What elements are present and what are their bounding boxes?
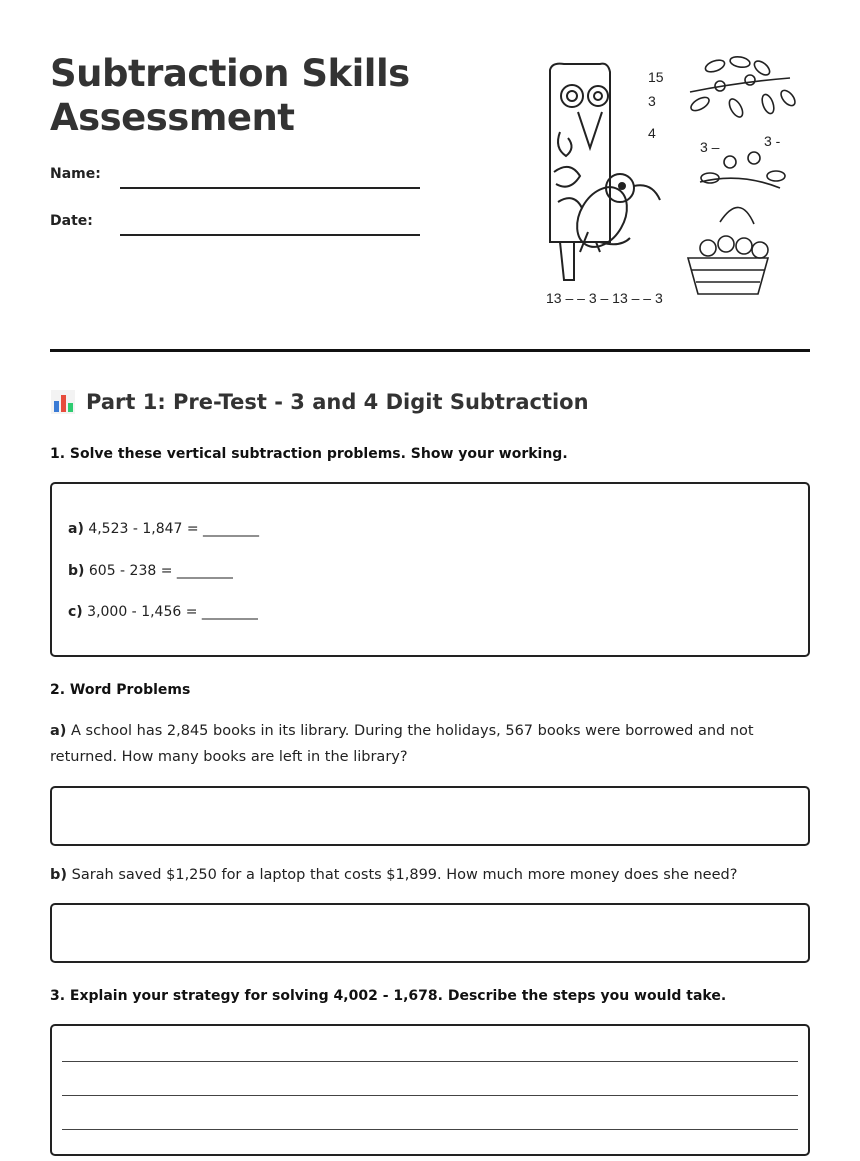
q3-title: 3. Explain your strategy for solving 4,002 - 1,678. Describe the steps you would take.	[50, 988, 727, 1004]
branch-illustration	[689, 55, 798, 119]
bottom-expression: 13 – – 3 – 13 – – 3	[546, 290, 663, 306]
totem-illustration	[550, 64, 610, 280]
q2b-text: b) Sarah saved $1,250 for a laptop that costs $1,899. How much more money does she need?	[50, 867, 738, 883]
problem-a: a) 4,523 - 1,847 = ________	[68, 521, 260, 537]
number-15: 15	[648, 69, 664, 85]
number-4: 4	[648, 125, 656, 141]
q2-title: 2. Word Problems	[50, 682, 191, 698]
date-field[interactable]	[120, 234, 420, 236]
illustration	[540, 52, 810, 317]
leaf-label-right: 3 -	[764, 133, 781, 149]
part1-heading	[50, 389, 589, 415]
bar-chart-icon	[50, 389, 76, 415]
bird-illustration	[567, 174, 660, 256]
answer-line	[62, 1061, 798, 1062]
name-field[interactable]	[120, 187, 420, 189]
page-title: Subtraction Skills Assessment	[50, 52, 410, 139]
problem-b: b) 605 - 238 = ________	[68, 563, 233, 579]
q1-answer-box[interactable]	[50, 482, 810, 657]
problem-c: c) 3,000 - 1,456 = ________	[68, 604, 258, 620]
section-divider	[50, 349, 810, 352]
name-label: Name:	[50, 166, 101, 182]
q2b-answer-box[interactable]	[50, 903, 810, 963]
q2a-text: a) A school has 2,845 books in its library. During the holidays, 567 books were borrowed and not returned. How many books are left in the library?	[50, 723, 754, 765]
q1-title: 1. Solve these vertical subtraction problems. Show your working.	[50, 446, 568, 462]
answer-line	[62, 1129, 798, 1130]
fruit-basket-illustration	[688, 152, 785, 294]
part1-heading-text: Part 1: Pre-Test - 3 and 4 Digit Subtraction	[86, 390, 589, 414]
q3-answer-box[interactable]	[50, 1024, 810, 1156]
number-3: 3	[648, 93, 656, 109]
leaf-label-left: 3 –	[700, 139, 720, 155]
answer-line	[62, 1095, 798, 1096]
q2a-answer-box[interactable]	[50, 786, 810, 846]
date-label: Date:	[50, 213, 93, 229]
